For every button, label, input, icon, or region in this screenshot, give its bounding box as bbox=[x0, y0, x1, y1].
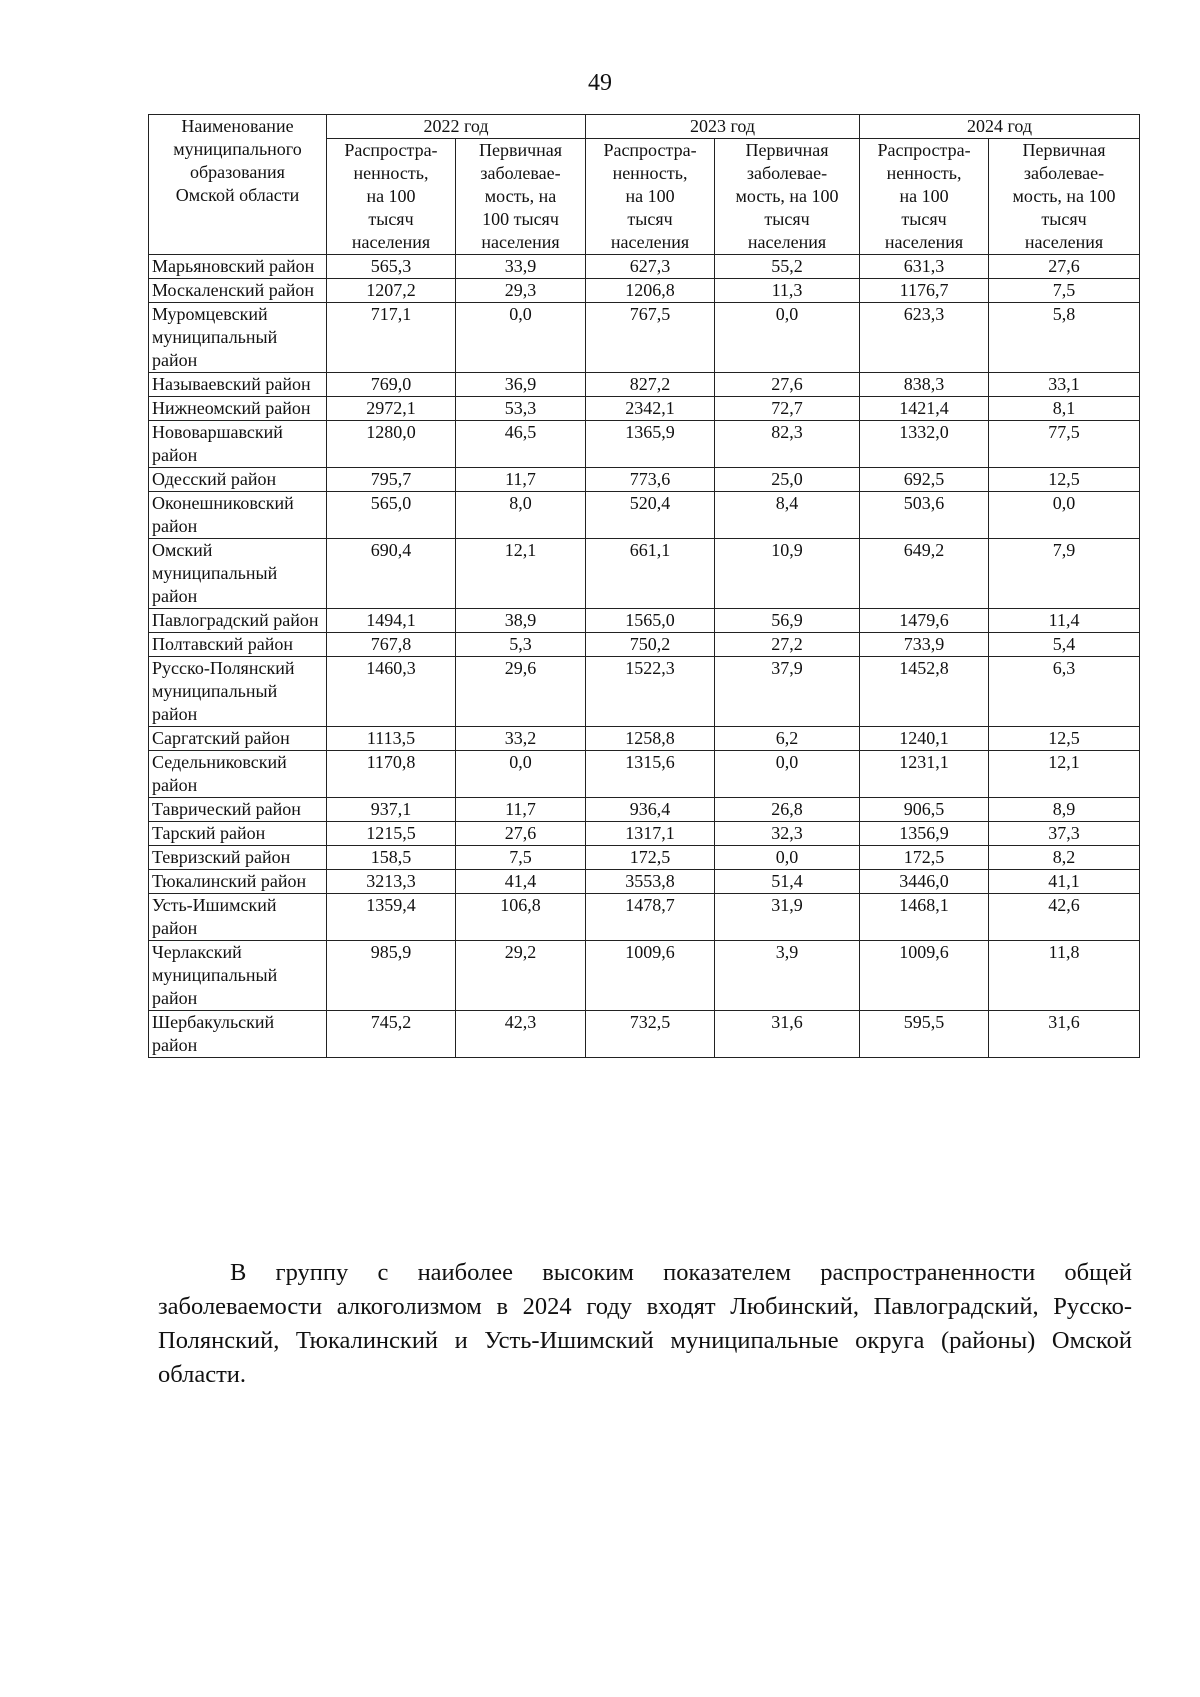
table-row bbox=[149, 397, 1140, 421]
cell-prevalence-2023: 172,5 bbox=[586, 846, 715, 870]
cell-incidence-2022: 29,2 bbox=[456, 941, 586, 1011]
cell-incidence-2022: 36,9 bbox=[456, 373, 586, 397]
cell-prevalence-2024: 1421,4 bbox=[860, 397, 989, 421]
cell-prevalence-2022: 2972,1 bbox=[327, 397, 456, 421]
table-row bbox=[149, 633, 1140, 657]
cell-incidence-2022: 29,3 bbox=[456, 279, 586, 303]
cell-prevalence-2022: 565,0 bbox=[327, 492, 456, 539]
municipality-name: Шербакульский район bbox=[149, 1011, 327, 1058]
cell-prevalence-2022: 1113,5 bbox=[327, 727, 456, 751]
cell-incidence-2022: 8,0 bbox=[456, 492, 586, 539]
table-row bbox=[149, 255, 1140, 279]
cell-prevalence-2023: 773,6 bbox=[586, 468, 715, 492]
cell-incidence-2022: 12,1 bbox=[456, 539, 586, 609]
header-year-2022: 2022 год bbox=[327, 115, 586, 139]
header-municipality: Наименование муниципального образования Омской области bbox=[149, 115, 327, 255]
cell-incidence-2024: 6,3 bbox=[989, 657, 1140, 727]
cell-incidence-2023: 37,9 bbox=[715, 657, 860, 727]
morbidity-table bbox=[148, 114, 1140, 1058]
table-row bbox=[149, 421, 1140, 468]
cell-incidence-2022: 27,6 bbox=[456, 822, 586, 846]
table-row bbox=[149, 609, 1140, 633]
cell-incidence-2022: 106,8 bbox=[456, 894, 586, 941]
cell-prevalence-2023: 1317,1 bbox=[586, 822, 715, 846]
cell-incidence-2023: 26,8 bbox=[715, 798, 860, 822]
cell-incidence-2024: 12,5 bbox=[989, 468, 1140, 492]
cell-prevalence-2023: 3553,8 bbox=[586, 870, 715, 894]
cell-prevalence-2022: 1170,8 bbox=[327, 751, 456, 798]
cell-prevalence-2024: 631,3 bbox=[860, 255, 989, 279]
table-row bbox=[149, 279, 1140, 303]
cell-prevalence-2022: 985,9 bbox=[327, 941, 456, 1011]
cell-prevalence-2022: 3213,3 bbox=[327, 870, 456, 894]
cell-prevalence-2024: 692,5 bbox=[860, 468, 989, 492]
municipality-name: Черлакский муниципальный район bbox=[149, 941, 327, 1011]
cell-incidence-2022: 0,0 bbox=[456, 303, 586, 373]
cell-incidence-2023: 0,0 bbox=[715, 751, 860, 798]
table-row bbox=[149, 492, 1140, 539]
cell-incidence-2023: 10,9 bbox=[715, 539, 860, 609]
cell-incidence-2022: 38,9 bbox=[456, 609, 586, 633]
cell-incidence-2023: 0,0 bbox=[715, 846, 860, 870]
cell-prevalence-2022: 565,3 bbox=[327, 255, 456, 279]
table-row bbox=[149, 822, 1140, 846]
cell-prevalence-2023: 750,2 bbox=[586, 633, 715, 657]
table-row bbox=[149, 846, 1140, 870]
cell-prevalence-2022: 1359,4 bbox=[327, 894, 456, 941]
cell-incidence-2024: 0,0 bbox=[989, 492, 1140, 539]
municipality-name: Нижнеомский район bbox=[149, 397, 327, 421]
cell-prevalence-2024: 733,9 bbox=[860, 633, 989, 657]
cell-prevalence-2022: 1494,1 bbox=[327, 609, 456, 633]
table-row bbox=[149, 941, 1140, 1011]
table-row bbox=[149, 373, 1140, 397]
table-row bbox=[149, 870, 1140, 894]
cell-prevalence-2023: 732,5 bbox=[586, 1011, 715, 1058]
cell-prevalence-2024: 1468,1 bbox=[860, 894, 989, 941]
cell-incidence-2024: 11,8 bbox=[989, 941, 1140, 1011]
cell-prevalence-2023: 1315,6 bbox=[586, 751, 715, 798]
cell-incidence-2024: 12,5 bbox=[989, 727, 1140, 751]
cell-prevalence-2024: 1176,7 bbox=[860, 279, 989, 303]
table-row bbox=[149, 1011, 1140, 1058]
cell-prevalence-2024: 1452,8 bbox=[860, 657, 989, 727]
municipality-name: Усть-Ишимский район bbox=[149, 894, 327, 941]
cell-prevalence-2023: 1258,8 bbox=[586, 727, 715, 751]
cell-prevalence-2024: 1231,1 bbox=[860, 751, 989, 798]
cell-prevalence-2024: 838,3 bbox=[860, 373, 989, 397]
cell-incidence-2024: 8,1 bbox=[989, 397, 1140, 421]
cell-prevalence-2022: 937,1 bbox=[327, 798, 456, 822]
cell-prevalence-2024: 649,2 bbox=[860, 539, 989, 609]
header-year-2023: 2023 год bbox=[586, 115, 860, 139]
header-year-2024: 2024 год bbox=[860, 115, 1140, 139]
cell-incidence-2023: 32,3 bbox=[715, 822, 860, 846]
header-incidence-2022: Первичная заболевае- мость, на 100 тысяч населения bbox=[456, 139, 586, 255]
cell-incidence-2024: 8,9 bbox=[989, 798, 1140, 822]
cell-prevalence-2024: 1332,0 bbox=[860, 421, 989, 468]
table-header-row-years bbox=[149, 115, 1140, 139]
cell-incidence-2024: 33,1 bbox=[989, 373, 1140, 397]
cell-incidence-2022: 42,3 bbox=[456, 1011, 586, 1058]
cell-prevalence-2023: 1565,0 bbox=[586, 609, 715, 633]
cell-incidence-2023: 55,2 bbox=[715, 255, 860, 279]
municipality-name: Русско-Полянский муниципальный район bbox=[149, 657, 327, 727]
cell-incidence-2023: 27,6 bbox=[715, 373, 860, 397]
cell-incidence-2023: 82,3 bbox=[715, 421, 860, 468]
cell-prevalence-2024: 1356,9 bbox=[860, 822, 989, 846]
cell-incidence-2023: 31,6 bbox=[715, 1011, 860, 1058]
cell-incidence-2022: 53,3 bbox=[456, 397, 586, 421]
cell-prevalence-2022: 690,4 bbox=[327, 539, 456, 609]
cell-prevalence-2022: 769,0 bbox=[327, 373, 456, 397]
cell-incidence-2024: 5,4 bbox=[989, 633, 1140, 657]
municipality-name: Называевский район bbox=[149, 373, 327, 397]
cell-incidence-2024: 37,3 bbox=[989, 822, 1140, 846]
cell-prevalence-2022: 158,5 bbox=[327, 846, 456, 870]
table-row bbox=[149, 751, 1140, 798]
table-row bbox=[149, 657, 1140, 727]
cell-prevalence-2023: 936,4 bbox=[586, 798, 715, 822]
cell-prevalence-2024: 3446,0 bbox=[860, 870, 989, 894]
header-prevalence-2024: Распростра- ненность, на 100 тысяч населения bbox=[860, 139, 989, 255]
cell-incidence-2024: 77,5 bbox=[989, 421, 1140, 468]
cell-incidence-2022: 5,3 bbox=[456, 633, 586, 657]
body-paragraph: В группу с наиболее высоким показателем распространенности общей заболеваемости алкоголизмом в 2024 году входят Любинский, Павлоградский, Русско-Полянский, Тюкалинский и Усть-Ишимский муниципальные округа (районы) Омской области. bbox=[158, 1259, 1132, 1388]
cell-prevalence-2023: 827,2 bbox=[586, 373, 715, 397]
municipality-name: Саргатский район bbox=[149, 727, 327, 751]
cell-incidence-2023: 27,2 bbox=[715, 633, 860, 657]
table-row bbox=[149, 303, 1140, 373]
cell-incidence-2022: 33,2 bbox=[456, 727, 586, 751]
cell-prevalence-2022: 767,8 bbox=[327, 633, 456, 657]
cell-incidence-2022: 41,4 bbox=[456, 870, 586, 894]
municipality-name: Оконешниковский район bbox=[149, 492, 327, 539]
cell-incidence-2023: 0,0 bbox=[715, 303, 860, 373]
cell-incidence-2022: 33,9 bbox=[456, 255, 586, 279]
municipality-name: Павлоградский район bbox=[149, 609, 327, 633]
cell-prevalence-2022: 795,7 bbox=[327, 468, 456, 492]
page-number: 49 bbox=[588, 70, 612, 96]
table-body bbox=[149, 255, 1140, 1058]
cell-incidence-2023: 8,4 bbox=[715, 492, 860, 539]
cell-prevalence-2024: 1240,1 bbox=[860, 727, 989, 751]
header-prevalence-2022: Распростра- ненность, на 100 тысяч населения bbox=[327, 139, 456, 255]
cell-prevalence-2022: 745,2 bbox=[327, 1011, 456, 1058]
cell-incidence-2022: 11,7 bbox=[456, 468, 586, 492]
cell-incidence-2023: 51,4 bbox=[715, 870, 860, 894]
cell-prevalence-2022: 1460,3 bbox=[327, 657, 456, 727]
cell-incidence-2023: 31,9 bbox=[715, 894, 860, 941]
table-row bbox=[149, 468, 1140, 492]
cell-prevalence-2023: 520,4 bbox=[586, 492, 715, 539]
cell-prevalence-2023: 661,1 bbox=[586, 539, 715, 609]
cell-incidence-2024: 42,6 bbox=[989, 894, 1140, 941]
cell-prevalence-2023: 2342,1 bbox=[586, 397, 715, 421]
cell-incidence-2023: 11,3 bbox=[715, 279, 860, 303]
header-incidence-2023: Первичная заболевае- мость, на 100 тысяч населения bbox=[715, 139, 860, 255]
cell-prevalence-2022: 1207,2 bbox=[327, 279, 456, 303]
cell-incidence-2023: 25,0 bbox=[715, 468, 860, 492]
municipality-name: Полтавский район bbox=[149, 633, 327, 657]
cell-incidence-2023: 56,9 bbox=[715, 609, 860, 633]
cell-incidence-2022: 46,5 bbox=[456, 421, 586, 468]
table-row bbox=[149, 798, 1140, 822]
municipality-name: Тарский район bbox=[149, 822, 327, 846]
cell-incidence-2024: 41,1 bbox=[989, 870, 1140, 894]
cell-incidence-2024: 7,9 bbox=[989, 539, 1140, 609]
municipality-name: Таврический район bbox=[149, 798, 327, 822]
cell-prevalence-2024: 906,5 bbox=[860, 798, 989, 822]
cell-prevalence-2023: 627,3 bbox=[586, 255, 715, 279]
table-row bbox=[149, 727, 1140, 751]
cell-prevalence-2022: 1280,0 bbox=[327, 421, 456, 468]
cell-prevalence-2023: 1365,9 bbox=[586, 421, 715, 468]
cell-incidence-2022: 7,5 bbox=[456, 846, 586, 870]
cell-incidence-2024: 8,2 bbox=[989, 846, 1140, 870]
cell-prevalence-2022: 717,1 bbox=[327, 303, 456, 373]
cell-prevalence-2024: 1009,6 bbox=[860, 941, 989, 1011]
cell-prevalence-2022: 1215,5 bbox=[327, 822, 456, 846]
cell-prevalence-2024: 623,3 bbox=[860, 303, 989, 373]
cell-prevalence-2023: 767,5 bbox=[586, 303, 715, 373]
municipality-name: Седельниковский район bbox=[149, 751, 327, 798]
cell-incidence-2023: 3,9 bbox=[715, 941, 860, 1011]
municipality-name: Муромцевский муниципальный район bbox=[149, 303, 327, 373]
municipality-name: Москаленский район bbox=[149, 279, 327, 303]
table-row bbox=[149, 894, 1140, 941]
cell-incidence-2022: 11,7 bbox=[456, 798, 586, 822]
municipality-name: Омский муниципальный район bbox=[149, 539, 327, 609]
cell-incidence-2023: 72,7 bbox=[715, 397, 860, 421]
cell-prevalence-2024: 595,5 bbox=[860, 1011, 989, 1058]
cell-prevalence-2023: 1522,3 bbox=[586, 657, 715, 727]
cell-incidence-2024: 11,4 bbox=[989, 609, 1140, 633]
municipality-name: Тевризский район bbox=[149, 846, 327, 870]
header-prevalence-2023: Распростра- ненность, на 100 тысяч населения bbox=[586, 139, 715, 255]
cell-prevalence-2023: 1206,8 bbox=[586, 279, 715, 303]
cell-incidence-2024: 12,1 bbox=[989, 751, 1140, 798]
municipality-name: Нововаршавский район bbox=[149, 421, 327, 468]
cell-incidence-2024: 5,8 bbox=[989, 303, 1140, 373]
municipality-name: Тюкалинский район bbox=[149, 870, 327, 894]
cell-incidence-2024: 31,6 bbox=[989, 1011, 1140, 1058]
cell-incidence-2023: 6,2 bbox=[715, 727, 860, 751]
cell-prevalence-2023: 1478,7 bbox=[586, 894, 715, 941]
table-row bbox=[149, 539, 1140, 609]
header-incidence-2024: Первичная заболевае- мость, на 100 тысяч населения bbox=[989, 139, 1140, 255]
municipality-name: Одесский район bbox=[149, 468, 327, 492]
cell-incidence-2022: 29,6 bbox=[456, 657, 586, 727]
cell-prevalence-2024: 503,6 bbox=[860, 492, 989, 539]
cell-prevalence-2024: 1479,6 bbox=[860, 609, 989, 633]
cell-incidence-2024: 7,5 bbox=[989, 279, 1140, 303]
cell-prevalence-2023: 1009,6 bbox=[586, 941, 715, 1011]
cell-incidence-2024: 27,6 bbox=[989, 255, 1140, 279]
cell-prevalence-2024: 172,5 bbox=[860, 846, 989, 870]
cell-incidence-2022: 0,0 bbox=[456, 751, 586, 798]
municipality-name: Марьяновский район bbox=[149, 255, 327, 279]
